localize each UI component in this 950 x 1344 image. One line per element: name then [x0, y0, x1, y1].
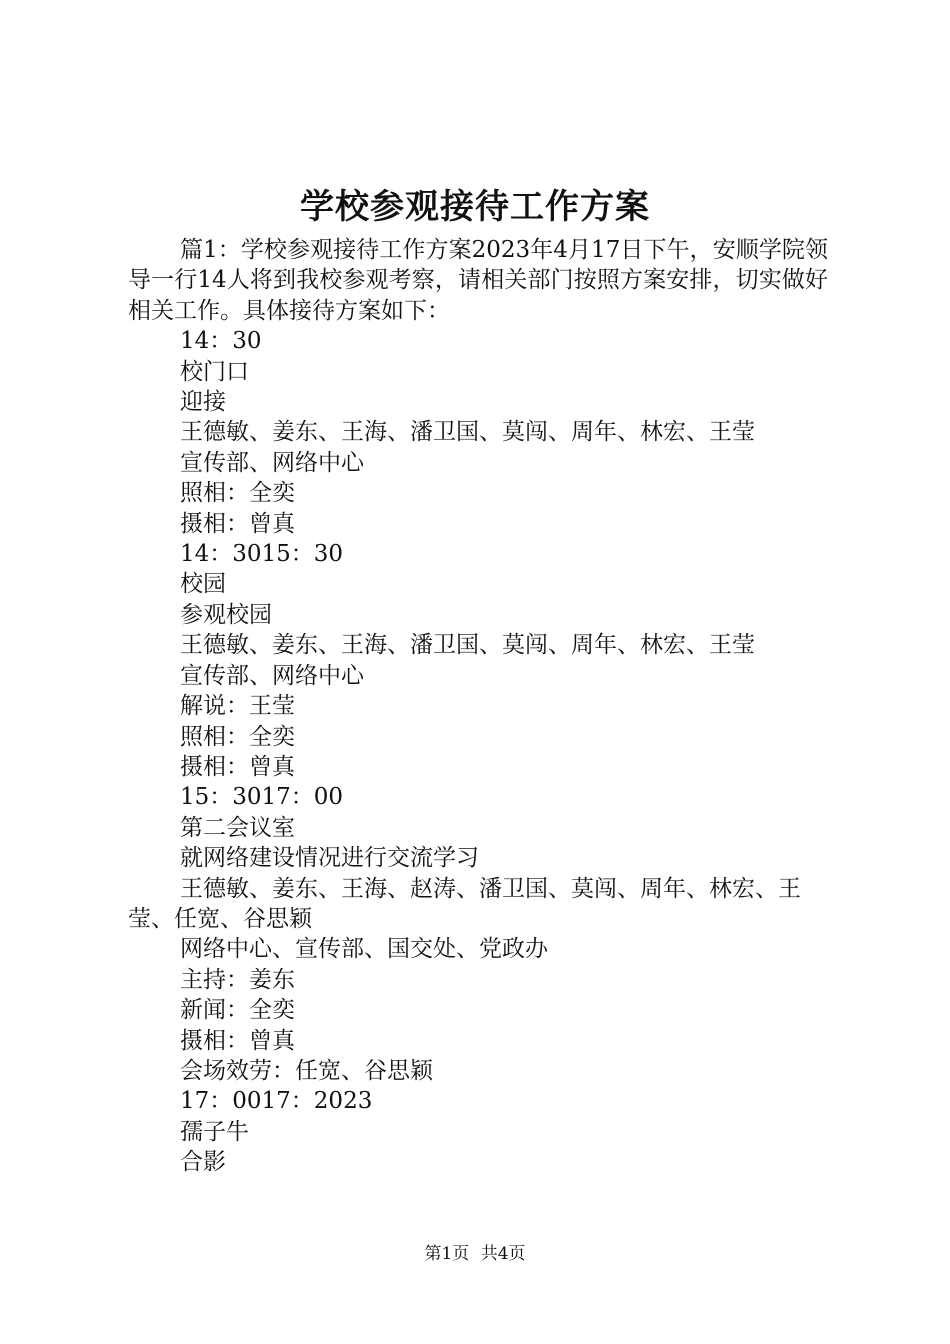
schedule-line: 参观校园: [180, 601, 272, 628]
page-number: 第1页: [424, 1244, 470, 1264]
schedule-line: 就网络建设情况进行交流学习: [180, 845, 479, 872]
schedule-line: 网络中心、宣传部、国交处、党政办: [180, 936, 548, 963]
schedule-line: 合影: [180, 1149, 226, 1176]
schedule-line: 照相：全奕: [180, 723, 295, 750]
schedule-line: 照相：全奕: [180, 480, 295, 507]
schedule-line: 解说：王莹: [180, 693, 295, 720]
schedule-line: 迎接: [180, 389, 226, 416]
schedule-line: 孺子牛: [180, 1118, 249, 1145]
schedule-line: 会场效劳：任宽、谷思颖: [180, 1057, 433, 1084]
page-total: 共4页: [480, 1244, 526, 1264]
schedule-line: 宣传部、网络中心: [180, 449, 364, 476]
schedule-line: 第二会议室: [180, 814, 295, 841]
schedule-line: 王德敏、姜东、王海、潘卫国、莫闯、周年、林宏、王莹: [180, 419, 755, 446]
document-body: [128, 235, 828, 1178]
schedule-line: 摄相：曾真: [180, 510, 295, 537]
schedule-line: 摄相：曾真: [180, 1027, 295, 1054]
schedule-line: 宣传部、网络中心: [180, 662, 364, 689]
schedule-line: 主持：姜东: [180, 966, 295, 993]
schedule-line: 15：3017：00: [180, 784, 344, 811]
schedule-line: 新闻：全奕: [180, 997, 295, 1024]
intro-paragraph: 篇1：学校参观接待工作方案2023年4月17日下午，安顺学院领导一行14人将到我校参观考察，请相关部门按照方案安排，切实做好相关工作。具体接待方案如下：: [128, 237, 828, 324]
page-footer: [0, 1242, 950, 1266]
schedule-line: 校门口: [180, 358, 249, 385]
schedule-line: 王德敏、姜东、王海、赵涛、潘卫国、莫闯、周年、林宏、王莹、任宽、谷思颖: [128, 875, 801, 932]
schedule-line: 校园: [180, 571, 226, 598]
schedule-line: 王德敏、姜东、王海、潘卫国、莫闯、周年、林宏、王莹: [180, 632, 755, 659]
schedule-line: 14：30: [180, 328, 262, 355]
schedule-line: 17：0017：2023: [180, 1088, 373, 1115]
schedule-line: 摄相：曾真: [180, 753, 295, 780]
schedule-line: 14：3015：30: [180, 541, 344, 568]
document-title: 学校参观接待工作方案: [300, 187, 650, 227]
